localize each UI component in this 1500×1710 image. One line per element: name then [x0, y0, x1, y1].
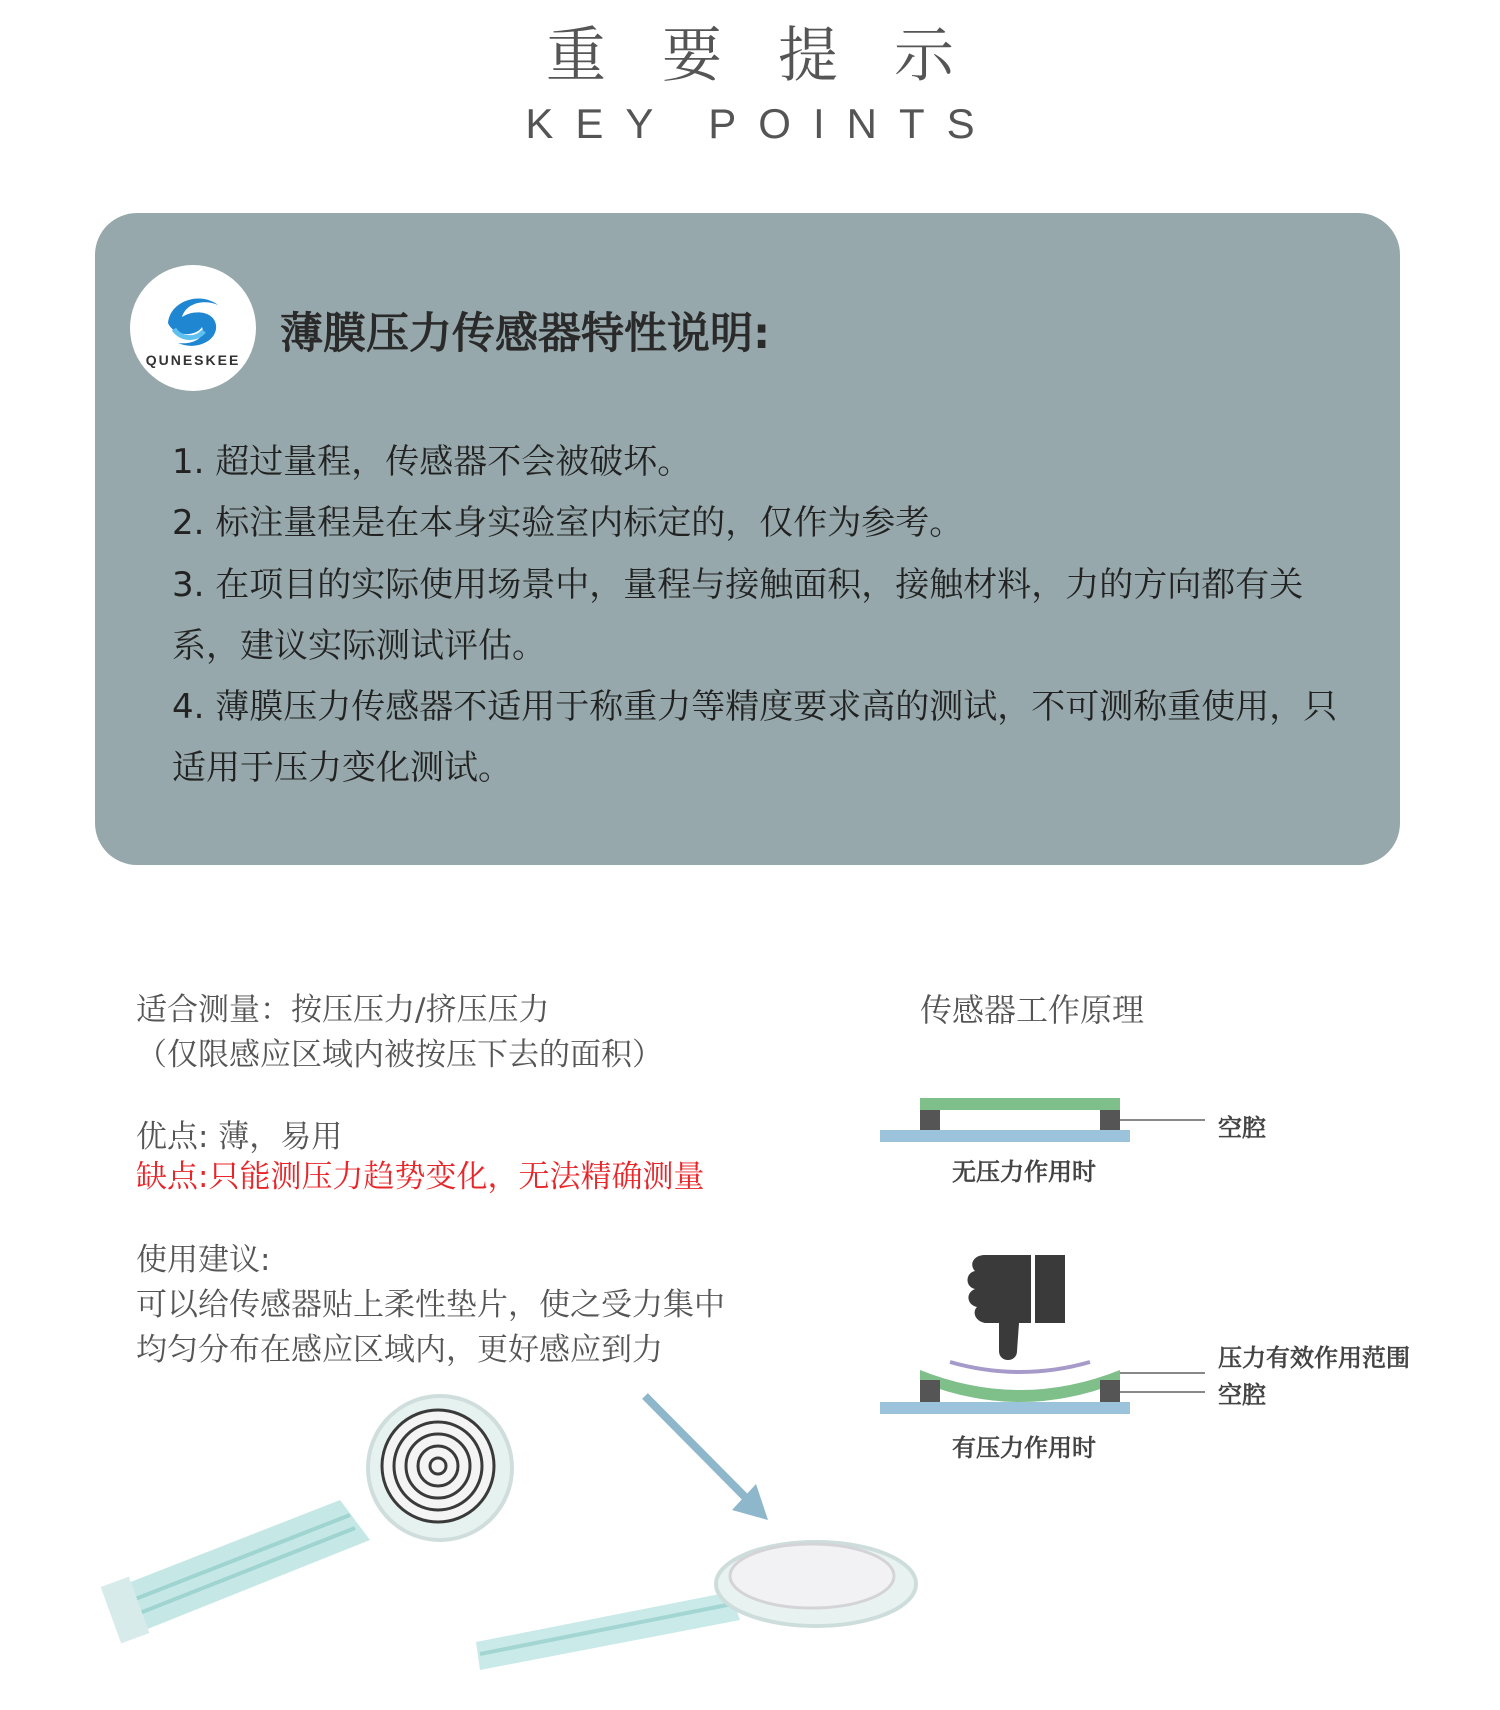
thumbs-down-icon [968, 1255, 1066, 1360]
label-cavity: 空腔 [1218, 1114, 1266, 1142]
label-cavity: 空腔 [1218, 1381, 1266, 1409]
deformed-top-film [920, 1370, 1120, 1402]
diagram-title: 传感器工作原理 [920, 991, 1145, 1029]
page-subtitle: KEY POINTS [525, 100, 997, 147]
label-with-pressure: 有压力作用时 [952, 1434, 1096, 1462]
usage-title: 使用建议: [136, 1242, 271, 1278]
point-item: 4. 薄膜压力传感器不适用于称重力等精度要求高的测试，不可测称重使用，只适用于压力变化测试。 [172, 687, 1338, 788]
cons-text: 缺点:只能测压力趋势变化，无法精确测量 [136, 1159, 705, 1195]
sensor-with-electrode [101, 1396, 512, 1643]
pressing-surface [950, 1362, 1090, 1372]
sensor-principle-diagram [870, 1080, 1230, 1420]
point-item: 1. 超过量程，传感器不会被破坏。 [172, 442, 692, 482]
usage-line: 可以给传感器贴上柔性垫片，使之受力集中 [136, 1287, 725, 1323]
usage-line: 均匀分布在感应区域内，更好感应到力 [136, 1332, 663, 1368]
point-item: 3. 在项目的实际使用场景中，量程与接触面积，接触材料，力的方向都有关系，建议实际测试评估。 [172, 565, 1304, 666]
brand-logo [130, 265, 256, 391]
logo-swirl-icon [130, 265, 256, 391]
sensor-photo [100, 1380, 940, 1680]
suitable-note: （仅限感应区域内被按压下去的面积） [136, 1037, 663, 1073]
logo-text: QUNESKEE [145, 352, 241, 368]
label-no-pressure: 无压力作用时 [952, 1158, 1096, 1186]
no-pressure-structure [880, 1098, 1205, 1142]
label-effective-range: 压力有效作用范围 [1218, 1344, 1410, 1372]
sensor-with-pad [476, 1542, 916, 1670]
suitable-measure: 适合测量：按压压力/挤压压力 [136, 992, 550, 1028]
spacer-right [1100, 1110, 1120, 1130]
card-heading: 薄膜压力传感器特性说明: [280, 309, 771, 359]
pros-text: 优点: 薄，易用 [136, 1119, 343, 1155]
point-item: 2. 标注量程是在本身实验室内标定的，仅作为参考。 [172, 503, 964, 543]
spacer-right [1100, 1380, 1120, 1402]
page-title: 重要提示 [546, 21, 1010, 91]
spacer-left [920, 1110, 940, 1130]
bottom-film [880, 1130, 1130, 1142]
top-film [920, 1098, 1120, 1110]
arrow-down-right-icon [645, 1396, 768, 1520]
